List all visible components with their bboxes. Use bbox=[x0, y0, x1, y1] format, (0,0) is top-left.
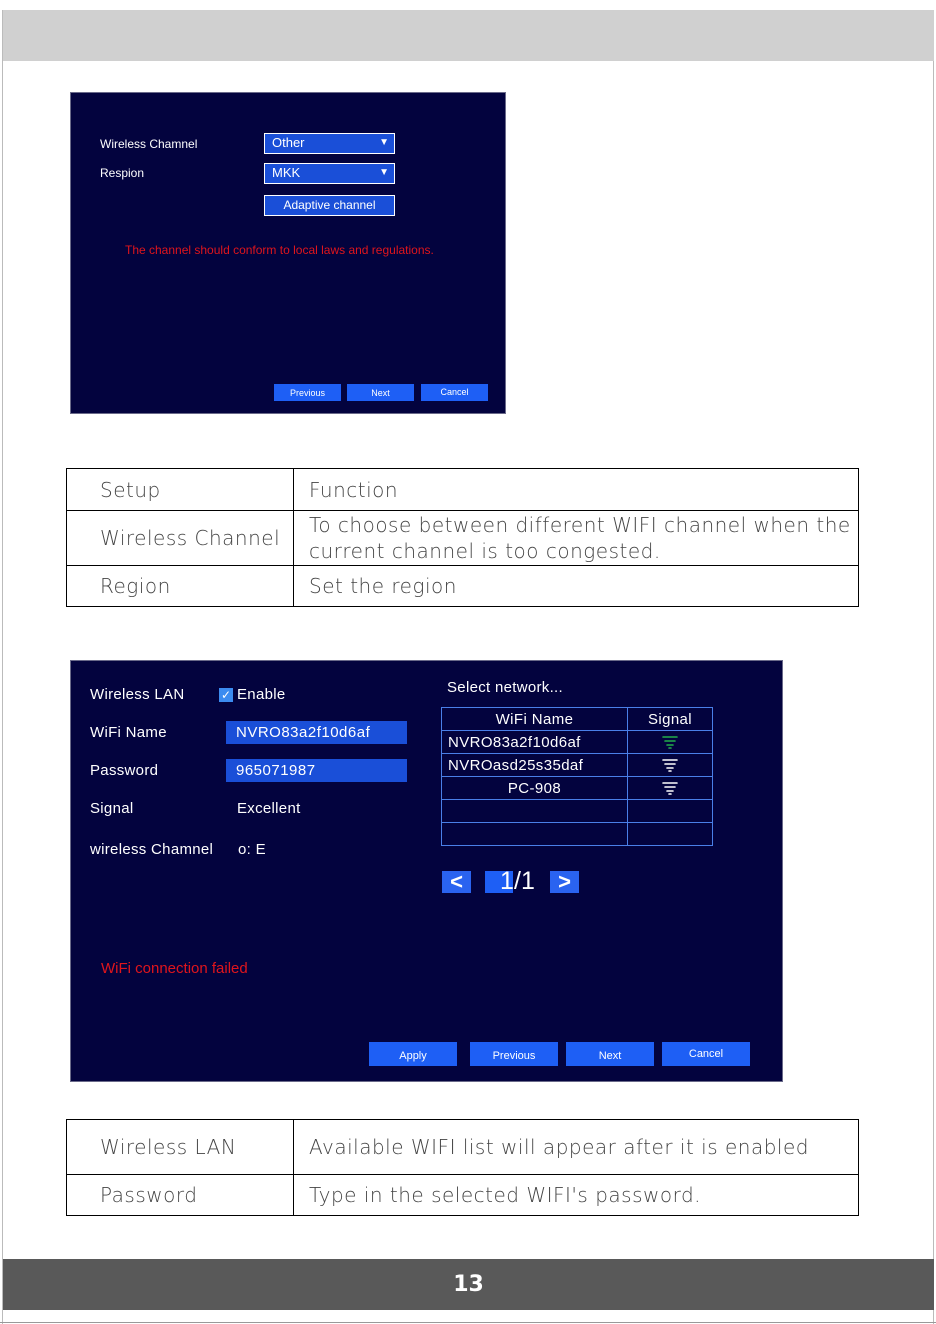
wifi-name-header: WiFi Name bbox=[442, 708, 628, 731]
current-page: 1 bbox=[500, 867, 514, 895]
wifi-signal-icon bbox=[628, 731, 713, 754]
function-cell: Set the region bbox=[294, 566, 859, 607]
previous-button[interactable]: Previous bbox=[470, 1042, 558, 1066]
cancel-button[interactable]: Cancel bbox=[421, 384, 488, 401]
wireless-channel-value: o: E bbox=[238, 841, 266, 858]
wireless-lan-label: Wireless LAN bbox=[90, 686, 185, 703]
password-input[interactable]: 965071987 bbox=[226, 759, 407, 782]
network-list bbox=[441, 707, 713, 846]
select-network-label: Select network... bbox=[447, 679, 563, 696]
connection-error: WiFi connection failed bbox=[101, 960, 248, 977]
signal-value: Excellent bbox=[237, 800, 301, 817]
check-icon: ✓ bbox=[220, 688, 232, 702]
setup-cell: Wireless LAN bbox=[67, 1120, 294, 1175]
channel-select[interactable] bbox=[264, 133, 395, 154]
region-label: Respion bbox=[100, 166, 145, 180]
function-cell: Available WIFI list will appear after it is enabled bbox=[294, 1120, 859, 1175]
next-button[interactable]: Next bbox=[566, 1042, 654, 1066]
wifi-name-input[interactable]: NVRO83a2f10d6af bbox=[226, 721, 407, 744]
wifi-signal-icon bbox=[628, 754, 713, 777]
network-row[interactable] bbox=[442, 754, 713, 777]
wireless-channel-label: wireless Chamnel bbox=[90, 841, 214, 858]
signal-header: Signal bbox=[628, 708, 713, 731]
table-row bbox=[67, 1175, 859, 1216]
table-row bbox=[67, 511, 859, 566]
total-pages: /1 bbox=[514, 867, 535, 895]
setup-cell: Region bbox=[67, 566, 294, 607]
chevron-down-icon: ▼ bbox=[379, 137, 389, 148]
region-select-value: MKK bbox=[272, 165, 301, 180]
wireless-lan-screen bbox=[70, 660, 783, 1082]
table-row bbox=[67, 469, 859, 511]
function-header: Function bbox=[294, 469, 859, 511]
region-select[interactable] bbox=[264, 163, 395, 184]
setup-cell: Password bbox=[67, 1175, 294, 1216]
network-name: NVRO83a2f10d6af bbox=[442, 731, 628, 754]
network-row[interactable] bbox=[442, 823, 713, 846]
channel-select-value: Other bbox=[272, 135, 305, 150]
network-name: NVROasd25s35daf bbox=[442, 754, 628, 777]
prev-page-button[interactable]: < bbox=[442, 871, 471, 893]
signal-label: Signal bbox=[90, 800, 134, 817]
page-number: 13 bbox=[3, 1259, 934, 1310]
enable-checkbox[interactable] bbox=[219, 688, 233, 702]
function-cell: To choose between different WIFI channel when the current channel is too congested. bbox=[294, 511, 859, 566]
setup-header: Setup bbox=[67, 469, 294, 511]
cancel-button[interactable]: Cancel bbox=[662, 1042, 750, 1066]
wireless-channel-screen bbox=[70, 92, 506, 414]
channel-settings-table bbox=[66, 468, 859, 607]
chevron-down-icon: ▼ bbox=[379, 167, 389, 178]
next-button[interactable]: Next bbox=[347, 384, 414, 401]
table-header-row bbox=[442, 708, 713, 731]
wifi-name-label: WiFi Name bbox=[90, 724, 167, 741]
apply-button[interactable]: Apply bbox=[369, 1042, 457, 1066]
wifi-settings-table bbox=[66, 1119, 859, 1216]
network-name: PC-908 bbox=[442, 777, 628, 800]
wifi-signal-icon bbox=[628, 777, 713, 800]
channel-warning: The channel should conform to local laws and regulations. bbox=[125, 243, 434, 257]
password-label: Password bbox=[90, 762, 159, 779]
network-row[interactable] bbox=[442, 731, 713, 754]
adaptive-channel-button[interactable]: Adaptive channel bbox=[264, 195, 395, 216]
enable-label: Enable bbox=[237, 686, 286, 703]
table-row bbox=[67, 1120, 859, 1175]
footer-divider bbox=[0, 1322, 936, 1323]
next-page-button[interactable]: > bbox=[550, 871, 579, 893]
wireless-channel-label: Wireless Chamnel bbox=[100, 137, 198, 151]
header-bar bbox=[3, 10, 934, 61]
previous-button[interactable]: Previous bbox=[274, 384, 341, 401]
network-row[interactable] bbox=[442, 800, 713, 823]
setup-cell: Wireless Channel bbox=[67, 511, 294, 566]
network-row[interactable] bbox=[442, 777, 713, 800]
function-cell: Type in the selected WIFI's password. bbox=[294, 1175, 859, 1216]
table-row bbox=[67, 566, 859, 607]
